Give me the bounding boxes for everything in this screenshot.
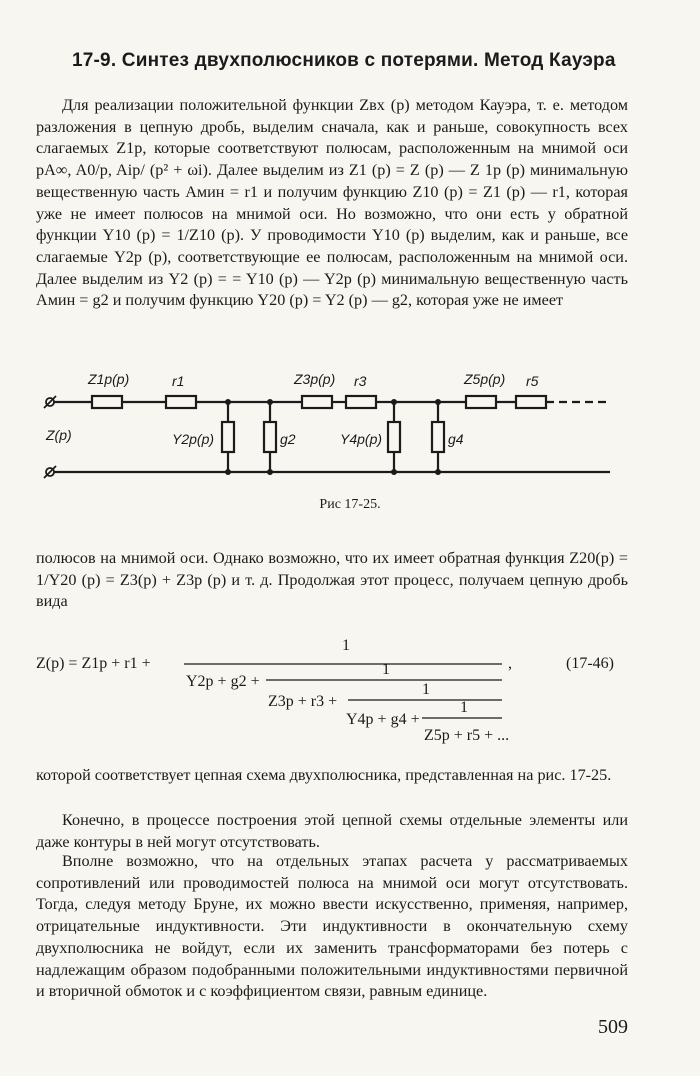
eq-lhs: Z(p) = Z1p + r1 + <box>36 655 151 672</box>
circuit-figure <box>40 360 620 490</box>
eq-den-3: Y4p + g4 + <box>346 711 420 728</box>
paragraph-4: Конечно, в процессе построения этой цепной схемы отдельные элементы или даже контуры в ней могут отсутствовать. <box>36 811 628 851</box>
label-r1: r1 <box>172 373 185 389</box>
label-zp: Z(p) <box>46 427 72 443</box>
junction-dots <box>225 399 441 475</box>
g2-element <box>264 422 276 452</box>
z5p-element <box>466 396 496 408</box>
figure-caption: Рис 17-25. <box>319 497 381 512</box>
shunt-branches <box>222 402 444 472</box>
eq-comma: , <box>508 655 512 672</box>
equation-svg <box>36 630 636 755</box>
eq-num-2: 1 <box>382 661 390 678</box>
eq-num-1: 1 <box>342 637 350 654</box>
label-z3p: Z3p(p) <box>294 371 336 387</box>
r5-element <box>516 396 546 408</box>
section-heading: 17-9. Синтез двухполюсников с потерями. Метод Кауэра <box>72 50 616 71</box>
r1-element <box>166 396 196 408</box>
equation-number: (17-46) <box>566 655 614 672</box>
paragraph-1: Для реализации положительной функции Zвх (p) методом Кауэра, т. е. методом разложения в цепную дробь, выделим сначала, как и раньше, совокупность всех слагаемых Z1p, которые соответствуют полюсам, расположенным на мнимой оси pA∞, A0/p, Aip/ (p² + ωi). Далее выделим из Z1 (p) = Z (p) — Z 1p (p) минимальную вещественную часть Aмин = r1 и получим функцию Z10 (p) = Z1 (p) — r1, которая уже не имеет полюсов на мнимой оси. Но возможно, что они есть у обратной функции Y10 (p) = 1/Z10 (p). У проводимости Y10 (p) выделим, как и раньше, все слагаемые Y2p (p), соответствующие ее полюсам, расположенным на мнимой оси. Далее выделим из Y2 (p) = = Y10 (p) — Y2p (p) минимальную вещественную часть Aмин = g2 и получим функцию Y20 (p) = Y2 (p) — g2, которая уже не имеет <box>36 96 628 310</box>
eq-den-2: Z3p + r3 + <box>268 693 338 710</box>
page-number: 509 <box>598 1016 628 1038</box>
paragraph-2: полюсов на мнимой оси. Однако возможно, что их имеет обратная функция Z20(p) = 1/Y20 (p) = Z3(p) + Z3p (p) и т. д. Продолжая этот процесс, получаем цепную дробь вида <box>36 549 628 611</box>
label-y2p: Y2p(p) <box>172 431 215 447</box>
label-y4p: Y4p(p) <box>340 431 383 447</box>
label-z1p: Z1p(p) <box>88 371 130 387</box>
g4-element <box>432 422 444 452</box>
label-r5: r5 <box>526 373 539 389</box>
label-z5p: Z5p(p) <box>464 371 506 387</box>
z1p-element <box>92 396 122 408</box>
label-g2: g2 <box>280 431 296 447</box>
continued-fraction-equation <box>36 630 636 755</box>
eq-den-4: Z5p + r5 + ... <box>424 727 510 744</box>
y2p-element <box>222 422 234 452</box>
label-r3: r3 <box>354 373 367 389</box>
ladder-circuit-diagram <box>40 360 620 490</box>
eq-num-4: 1 <box>460 699 468 716</box>
y4p-element <box>388 422 400 452</box>
r3-element <box>346 396 376 408</box>
paragraph-5: Вполне возможно, что на отдельных этапах расчета у рассматриваемых сопротивлений или проводимостей полюса на мнимой оси могут отсутствовать. Тогда, следуя методу Бруне, их можно ввести искусственно, применяя, например, отрицательные индуктивности. Эти индуктивности в окончательную схему двухполюсника не войдут, если их заменить трансформаторами без потерь с надлежащим образом подобранными положительными индуктивностями первичной и вторичной обмоток и с коэффициентом связи, равным единице. <box>36 852 628 1001</box>
z3p-element <box>302 396 332 408</box>
label-g4: g4 <box>448 431 464 447</box>
eq-den-1: Y2p + g2 + <box>186 673 260 690</box>
paragraph-3: которой соответствует цепная схема двухполюсника, представленная на рис. 17-25. <box>36 766 612 784</box>
eq-num-3: 1 <box>422 681 430 698</box>
top-rail <box>52 396 610 408</box>
